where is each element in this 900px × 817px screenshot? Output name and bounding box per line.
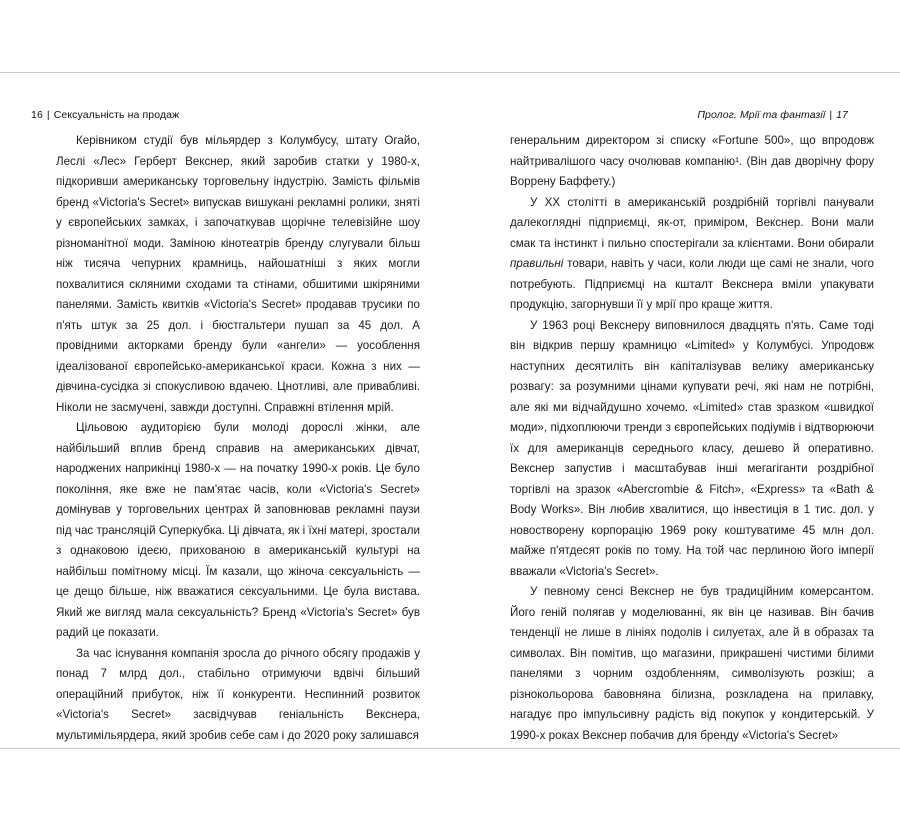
- book-spread: [0, 72, 900, 749]
- paragraph: генеральним директором зі списку «Fortune 500», що впродовж найтривалішого часу очолював компанію¹. (Він дав дворічну фору Воррену Баффету.): [510, 134, 874, 188]
- right-running-title: Пролог. Мрії та фантазії: [697, 109, 826, 121]
- paragraph: За час існування компанія зросла до річного обсягу продажів у понад 7 млрд дол., стабільно отримуючи вдвічі більший операційний прибуток, ніж її конкуренти. Неспинний розвиток «Victoria's Secret» засвідчував геніальність Векснера, мультимільярдера, який зробив себе сам і до 2020 року залишався: [56, 646, 420, 742]
- emphasized-word: правильні: [510, 257, 564, 270]
- left-page-body: [56, 131, 420, 746]
- header-separator: |: [46, 109, 50, 121]
- paragraph: Цільовою аудиторією були молоді дорослі жінки, але найбільший вплив бренд справив на американських дівчат, народжених наприкінці 1980-х — на початку 1990-х років. Це було покоління, яке вже не пам'ятає часів, коли «Victoria's Secret» домінував у торговельних центрах й заповнював рекламні паузи під час трансляцій Суперкубка. Ці дівчата, як і їхні матері, зростали з однаковою ідеєю, прихованою в американській культурі на найбільш помітному місці. Їм казали, що жіноча сексуальність — це дещо більше, ніж вважатися сексуальними. Це була вистава. Який же вигляд мала сексуальність? Бренд «Victoria's Secret» був радий це показати.: [56, 421, 420, 639]
- paragraph: Керівником студії був мільярдер з Колумбусу, штату Огайо, Леслі «Лес» Герберт Векснер, який заробив статки у 1980-х, підкоривши американську торговельну індустрію. Замість фільмів бренд «Victoria's Secret» випускав вишукані рекламні ролики, зняті у європейських замках, і започаткував щорічне телевізійне шоу різноманітної моди. Заміною кінотеатрів бренду слугували більш ніж тисяча чепурних крамниць, найошатніші з яких могли похвалитися скляними сходами та стінами, обшитими шкіряними панелями. Замість квитків «Victoria's Secret» продавав трусики по п'ять штук за 25 дол. і бюстгальтери пушап за 45 дол. А провідними акторками бренду були «ангели» — уособлення ідеалізованої європейсько-американської краси. Кожна з них — дівчина-сусідка зі спокусливою вдачею. Цнотливі, але привабливі. Ніколи не засмучені, завжди доступні. Справжні втілення мрій.: [56, 134, 420, 414]
- right-running-header: [697, 109, 848, 121]
- paragraph: [510, 193, 874, 316]
- paragraph-text: У XX столітті в американській роздрібній торгівлі панували далекоглядні підприємці, як-от, приміром, Векснер. Вони мали смак та інстинкт і пильно спостерігали за клієнтами. Вони обирали: [510, 195, 874, 250]
- paragraph-text: товари, навіть у часи, коли люди ще самі не знали, чого потребують. Підприємці на кшталт Векснера вміли упакувати продукцію, загорнувши її у мрії про краще життя.: [510, 257, 874, 311]
- header-separator: |: [829, 109, 833, 121]
- right-page-number: 17: [836, 109, 848, 121]
- right-page: [450, 73, 900, 748]
- left-page-number: 16: [31, 109, 43, 121]
- left-running-title: Сексуальність на продаж: [53, 109, 180, 121]
- right-page-body: [510, 131, 874, 746]
- left-page: [0, 73, 450, 748]
- left-running-header: [31, 109, 179, 121]
- paragraph: У певному сенсі Векснер не був традиційним комерсантом. Його геній полягав у моделюванні, як він це називав. Він бачив тенденції не лише в лініях подолів і силуетах, але й в образах та символах. Він помітив, що магазини, прикрашені чистими білими панелями з чорним оздобленням, символізують розкіш; а різнокольорова бавовняна білизна, розкладена на прилавку, нагадує про імпульсивну радість від покупок у кондитерській. У 1990-х роках Векснер побачив для бренду «Victoria's Secret»: [510, 585, 874, 742]
- paragraph: У 1963 році Векснеру виповнилося двадцять п'ять. Саме тоді він відкрив першу крамницю «Limited» у Колумбусі. Упродовж наступних десятиліть він капіталізував велику американську розвагу: за розумними цінами купувати речі, які нам не потрібні, але які ми відчайдушно хочемо. «Limited» став зразком «швидкої моди», підхоплюючи тренди з європейських подіумів і відтворюючи їх для американців середнього класу, дешево й оперативно. Векснер запустив і масштабував інші мегагіганти роздрібної торгівлі на зразок «Abercrombie & Fitch», «Express» та «Bath & Body Works». Він любив хвалитися, що інвестиція в 1 тис. дол. у новостворену корпорацію 1969 року коштуватиме 45 млн дол. майже п'ятдесят років по тому. На той час перлиною його імперії вважали «Victoria's Secret».: [510, 318, 874, 578]
